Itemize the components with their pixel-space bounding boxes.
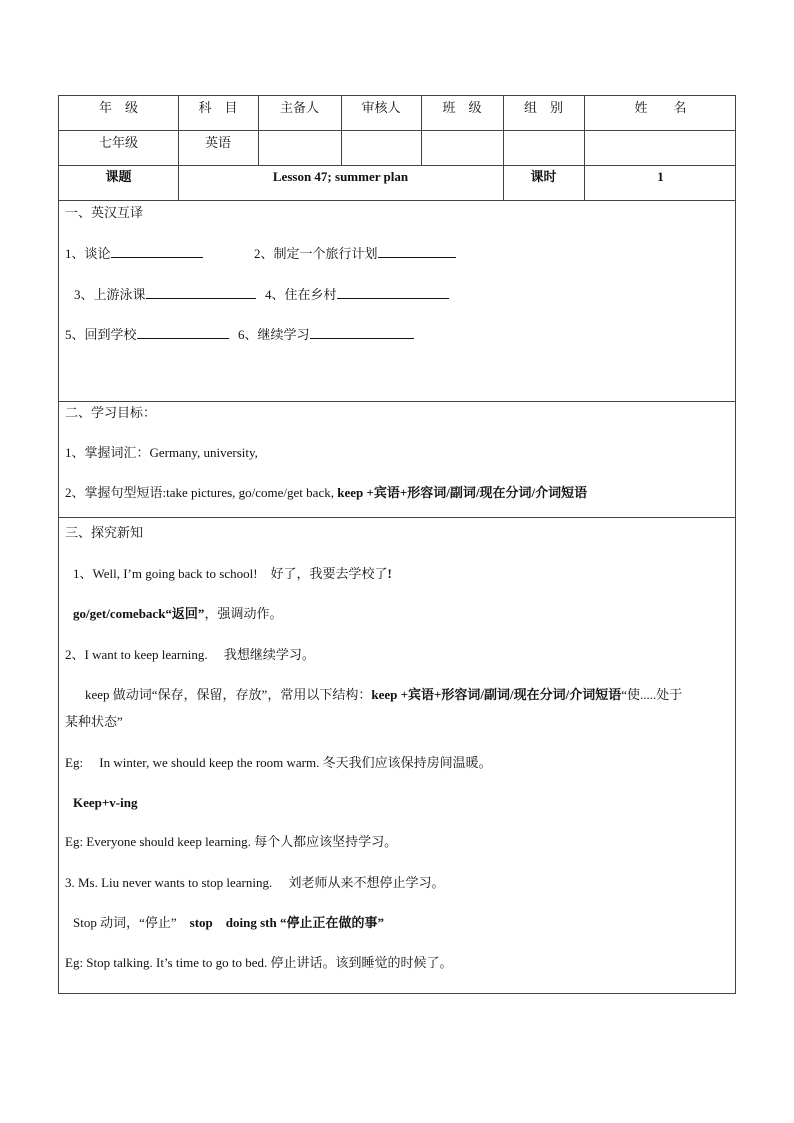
keep-ving: Keep+v-ing (73, 795, 138, 810)
example-3: 3. Ms. Liu never wants to stop learning. 刘老师从来不想停止学习。 (65, 875, 445, 890)
translate-item-6-text: 6、继续学习 (238, 327, 310, 342)
example-1-text: 1、Well, I’m going back to school! 好了，我要去学校了 (73, 566, 388, 581)
header-label-name: 姓 名 (634, 100, 687, 115)
grid-line (59, 130, 735, 131)
grid-line (59, 517, 735, 518)
goal-2-structure: keep +宾语+形容词/副词/现在分词/介词短语 (337, 485, 588, 500)
section1-title: 一、英汉互译 (65, 205, 144, 220)
answer-blank[interactable] (378, 244, 456, 258)
header-label-grade: 年 级 (98, 100, 138, 115)
header-label-class: 班 级 (442, 100, 482, 115)
translate-item-3 (74, 285, 256, 304)
goal-1: 1、掌握词汇：Germany, university, (65, 445, 258, 460)
lesson-plan-table (58, 95, 736, 994)
keep-ving-example: Eg: Everyone should keep learning. 每个人都应该坚持学习。 (65, 834, 398, 849)
grid-line (59, 401, 735, 402)
grid-line (59, 200, 735, 201)
value-grade: 七年级 (98, 135, 138, 150)
answer-blank[interactable] (337, 285, 449, 299)
header-label-preparer: 主备人 (279, 100, 319, 115)
stop-structure: stop doing sth “停止正在做的事” (189, 915, 384, 930)
goal-2 (65, 484, 587, 502)
translate-item-5 (65, 325, 229, 344)
note-goback-phrase: go/get/comeback“返回” (73, 606, 205, 621)
topic-label: 课题 (105, 169, 132, 184)
translate-item-4 (265, 285, 449, 304)
header-label-subject: 科 目 (198, 100, 238, 115)
note-goback-text: ，强调动作。 (204, 606, 283, 621)
translate-item-1 (65, 244, 203, 263)
period-label: 课时 (530, 169, 557, 184)
header-label-group: 组 别 (523, 100, 563, 115)
answer-blank[interactable] (137, 325, 229, 339)
translate-item-3-text: 3、上游泳课 (74, 287, 146, 302)
stop-explanation (73, 914, 384, 932)
keep-explanation-suffix: “使.....处于 (621, 687, 683, 702)
example-2: 2、I want to keep learning. 我想继续学习。 (65, 647, 315, 662)
period-value: 1 (657, 169, 664, 184)
goal-2-text: 2、掌握句型短语:take pictures, go/come/get back, (65, 485, 338, 500)
stop-explanation-text: Stop 动词，“停止” (73, 915, 190, 930)
answer-blank[interactable] (146, 285, 256, 299)
keep-explanation-text: keep 做动词“保存，保留，存放”，常用以下结构： (85, 687, 372, 702)
keep-structure: keep +宾语+形容词/副词/现在分词/介词短语 (371, 687, 622, 702)
translate-item-5-text: 5、回到学校 (65, 327, 137, 342)
section2-title: 二、学习目标： (65, 405, 157, 420)
stop-example: Eg: Stop talking. It’s time to go to bed. 停止讲话。该到睡觉的时候了。 (65, 955, 453, 970)
header-label-reviewer: 审核人 (361, 100, 401, 115)
answer-blank[interactable] (111, 244, 203, 258)
section3-title: 三、探究新知 (65, 525, 144, 540)
example-1 (73, 565, 392, 583)
translate-item-2-text: 2、制定一个旅行计划 (254, 246, 378, 261)
example-1-mark: ! (387, 566, 392, 581)
grid-line (59, 165, 735, 166)
translate-item-6 (238, 325, 414, 344)
answer-blank[interactable] (310, 325, 414, 339)
topic-value: Lesson 47; summer plan (272, 169, 409, 184)
keep-explanation (85, 686, 682, 704)
keep-explanation-line2: 某种状态” (65, 714, 123, 729)
translate-item-1-text: 1、谈论 (65, 246, 111, 261)
translate-item-4-text: 4、住在乡村 (265, 287, 337, 302)
keep-example: Eg: In winter, we should keep the room warm. 冬天我们应该保持房间温暖。 (65, 755, 492, 770)
note-goback (73, 605, 282, 623)
value-subject: 英语 (204, 135, 231, 150)
translate-item-2 (254, 244, 456, 263)
